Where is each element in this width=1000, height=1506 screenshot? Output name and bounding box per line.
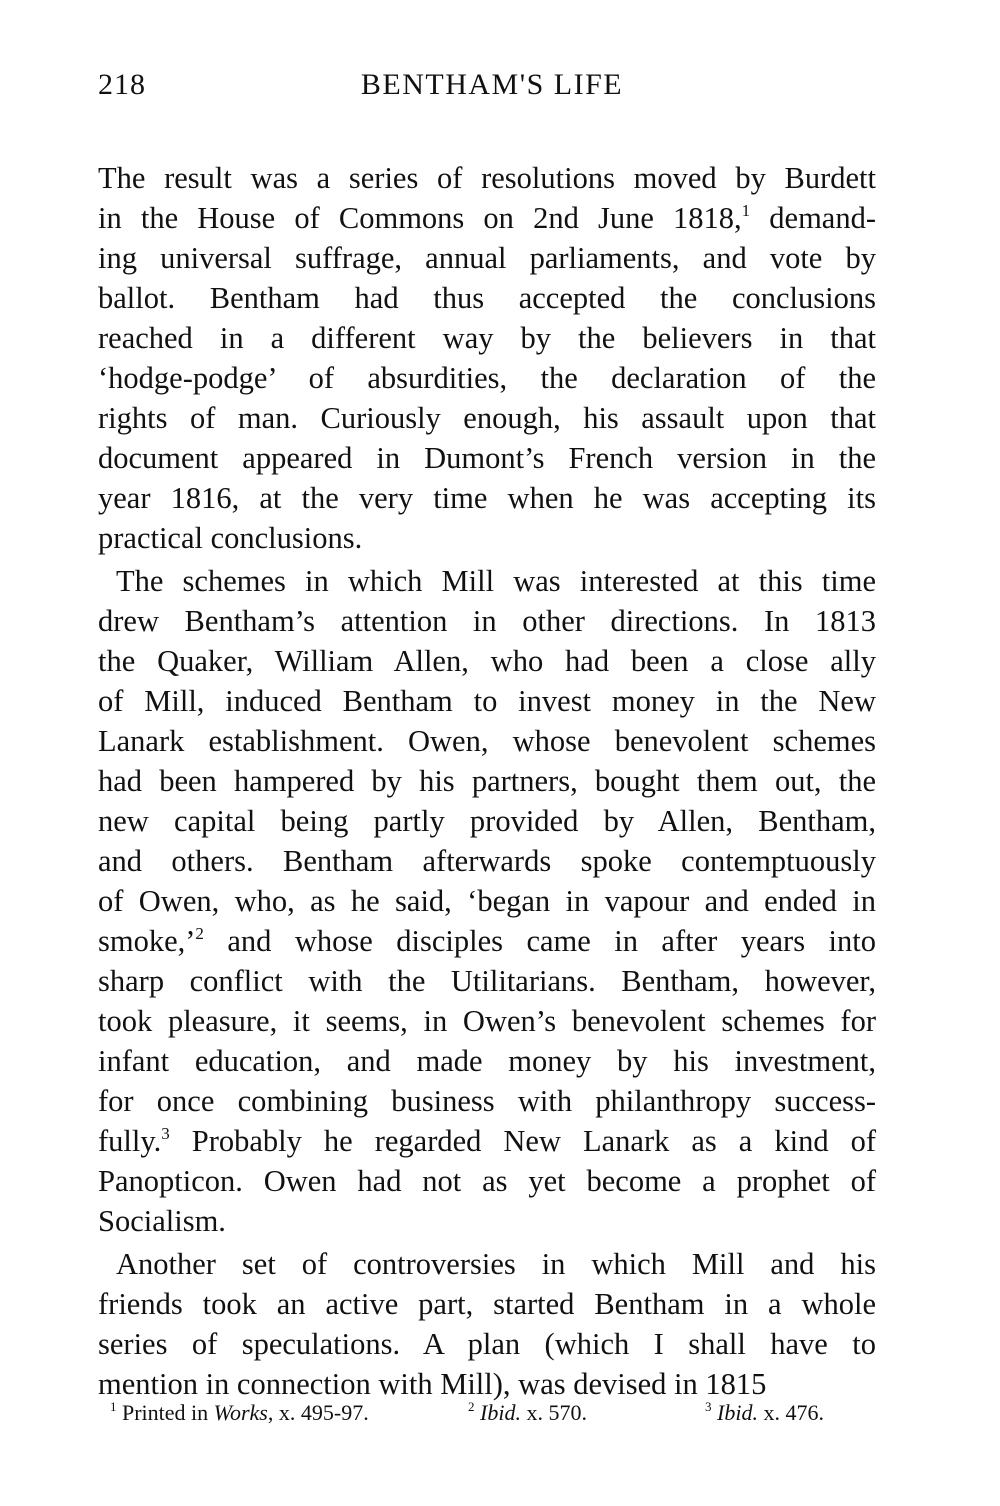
- footnote-italic: Ibid.: [717, 1400, 758, 1425]
- line-text: of Mill, induced Bentham to invest money in the New: [98, 684, 876, 718]
- text-line: [98, 761, 876, 801]
- line-text: sharp conflict with the Utilitarians. Bentham, however,: [98, 964, 876, 998]
- line-text: and others. Bentham afterwards spoke contemptuously: [98, 844, 876, 878]
- text-line: [98, 1284, 876, 1324]
- footnote: [110, 1400, 369, 1426]
- footnote-marker: 2: [195, 924, 204, 943]
- line-text: new capital being partly provided by Allen, Bentham,: [98, 804, 876, 838]
- paragraph: [98, 561, 876, 1241]
- line-text: had been hampered by his partners, bought them out, the: [98, 764, 876, 798]
- text-line: [98, 881, 876, 921]
- body-text: [98, 158, 876, 1407]
- line-text: year 1816, at the very time when he was accepting its: [98, 481, 876, 515]
- text-line: [98, 318, 876, 358]
- line-text: the Quaker, William Allen, who had been a close ally: [98, 644, 876, 678]
- line-text: in the House of Commons on 2nd June 1818,: [98, 201, 742, 235]
- text-line: [98, 641, 876, 681]
- paragraph: [98, 1244, 876, 1404]
- text-line: [98, 518, 876, 558]
- text-line: [98, 801, 876, 841]
- footnote-marker: 1: [741, 201, 751, 220]
- line-text: ballot. Bentham had thus accepted the conclusions: [98, 281, 876, 315]
- footnote-text: Printed in: [122, 1400, 214, 1425]
- paragraph: [98, 158, 876, 558]
- line-text: drew Bentham’s attention in other directions. In 1813: [98, 604, 876, 638]
- text-line: [98, 158, 876, 198]
- text-line: [98, 841, 876, 881]
- line-text: took pleasure, it seems, in Owen’s benevolent schemes for: [98, 1004, 876, 1038]
- text-line: [98, 1324, 876, 1364]
- page-number: 218: [98, 68, 146, 101]
- footnote-number: 2: [468, 1399, 475, 1414]
- line-text: reached in a different way by the believers in that: [98, 321, 876, 355]
- line-text: fully.: [98, 1124, 162, 1158]
- line-text: mention in connection with Mill), was devised in 1815: [98, 1367, 767, 1401]
- line-text-continued: demand-: [750, 201, 876, 235]
- text-line: [98, 478, 876, 518]
- footnote-number: 1: [110, 1399, 117, 1414]
- text-line: [98, 398, 876, 438]
- line-text: for once combining business with philanthropy success-: [98, 1084, 876, 1118]
- text-line: [98, 198, 876, 238]
- line-text: practical conclusions.: [98, 521, 363, 555]
- running-title: BENTHAM'S LIFE: [360, 68, 624, 101]
- text-line: [98, 1201, 876, 1241]
- footnote: [468, 1400, 587, 1426]
- line-text-continued: and whose disciples came in after years into: [203, 924, 876, 958]
- text-line: [98, 438, 876, 478]
- text-line: [98, 961, 876, 1001]
- text-line: [98, 1081, 876, 1121]
- text-line: [98, 601, 876, 641]
- footnote: [705, 1400, 824, 1426]
- text-line: [98, 1364, 876, 1404]
- text-line: [98, 1041, 876, 1081]
- footnote-reference: x. 570.: [520, 1400, 587, 1425]
- text-line: [98, 721, 876, 761]
- line-text: ‘hodge-podge’ of absurdities, the declaration of the: [98, 361, 876, 395]
- text-line: [98, 681, 876, 721]
- line-text: friends took an active part, started Bentham in a whole: [98, 1287, 876, 1321]
- footnote-reference: x. 476.: [757, 1400, 824, 1425]
- footnote-number: 3: [705, 1399, 712, 1414]
- text-line: [98, 278, 876, 318]
- line-text: of Owen, who, as he said, ‘began in vapour and ended in: [98, 884, 876, 918]
- line-text: document appeared in Dumont’s French version in the: [98, 441, 876, 475]
- text-line: [98, 1244, 876, 1284]
- line-text: Lanark establishment. Owen, whose benevolent schemes: [98, 724, 876, 758]
- line-text: The schemes in which Mill was interested at this time: [116, 564, 876, 598]
- text-line: [98, 561, 876, 601]
- footnote-marker: 3: [161, 1124, 170, 1143]
- line-text: ing universal suffrage, annual parliaments, and vote by: [98, 241, 876, 275]
- line-text: Socialism.: [98, 1204, 226, 1238]
- line-text-continued: Probably he regarded New Lanark as a kind of: [169, 1124, 876, 1158]
- text-line: [98, 1161, 876, 1201]
- footnote-italic: Works: [213, 1400, 268, 1425]
- line-text: infant education, and made money by his investment,: [98, 1044, 876, 1078]
- line-text: Panopticon. Owen had not as yet become a prophet of: [98, 1164, 876, 1198]
- text-line: [98, 1121, 876, 1161]
- line-text: smoke,’: [98, 924, 196, 958]
- footnotes: [110, 1400, 880, 1434]
- footnote-italic: Ibid.: [480, 1400, 521, 1425]
- line-text: Another set of controversies in which Mill and his: [116, 1247, 876, 1281]
- line-text: The result was a series of resolutions moved by Burdett: [98, 161, 876, 195]
- text-line: [98, 921, 876, 961]
- line-text: series of speculations. A plan (which I shall have to: [98, 1327, 876, 1361]
- footnote-reference: , x. 495-97.: [267, 1400, 369, 1425]
- text-line: [98, 238, 876, 278]
- page-header: [98, 68, 876, 112]
- text-line: [98, 358, 876, 398]
- line-text: rights of man. Curiously enough, his assault upon that: [98, 401, 876, 435]
- text-line: [98, 1001, 876, 1041]
